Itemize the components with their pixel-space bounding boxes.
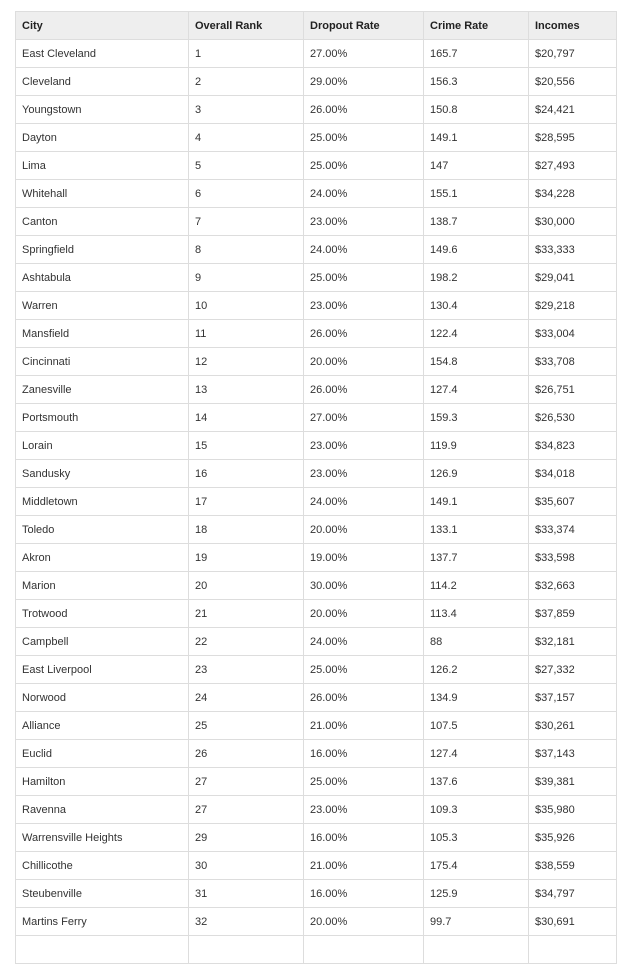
rank-cell: 3 bbox=[189, 96, 304, 124]
income-cell: $33,374 bbox=[529, 516, 617, 544]
dropout-rate-cell: 20.00% bbox=[304, 516, 424, 544]
crime-rate-cell: 88 bbox=[424, 628, 529, 656]
dropout-rate-cell: 20.00% bbox=[304, 600, 424, 628]
city-cell: Springfield bbox=[16, 236, 189, 264]
income-cell: $30,000 bbox=[529, 208, 617, 236]
crime-rate-cell: 149.1 bbox=[424, 488, 529, 516]
crime-rate-cell: 127.4 bbox=[424, 376, 529, 404]
crime-rate-cell: 165.7 bbox=[424, 40, 529, 68]
city-cell: Ashtabula bbox=[16, 264, 189, 292]
rank-cell: 2 bbox=[189, 68, 304, 96]
crime-rate-cell: 125.9 bbox=[424, 880, 529, 908]
dropout-rate-cell: 26.00% bbox=[304, 376, 424, 404]
income-cell bbox=[529, 936, 617, 964]
dropout-rate-cell: 19.00% bbox=[304, 544, 424, 572]
table-row bbox=[16, 516, 617, 544]
rank-cell: 16 bbox=[189, 460, 304, 488]
data-table-container bbox=[15, 11, 616, 964]
crime-rate-cell: 114.2 bbox=[424, 572, 529, 600]
income-cell: $37,859 bbox=[529, 600, 617, 628]
crime-rate-cell: 137.7 bbox=[424, 544, 529, 572]
table-row bbox=[16, 572, 617, 600]
table-row bbox=[16, 768, 617, 796]
header-overall-rank: Overall Rank bbox=[189, 12, 304, 40]
crime-rate-cell: 138.7 bbox=[424, 208, 529, 236]
rank-cell: 10 bbox=[189, 292, 304, 320]
crime-rate-cell: 149.6 bbox=[424, 236, 529, 264]
table-row bbox=[16, 488, 617, 516]
dropout-rate-cell: 24.00% bbox=[304, 236, 424, 264]
dropout-rate-cell: 26.00% bbox=[304, 96, 424, 124]
crime-rate-cell: 159.3 bbox=[424, 404, 529, 432]
crime-rate-cell: 119.9 bbox=[424, 432, 529, 460]
city-cell: East Cleveland bbox=[16, 40, 189, 68]
crime-rate-cell: 107.5 bbox=[424, 712, 529, 740]
table-row bbox=[16, 712, 617, 740]
city-cell: Canton bbox=[16, 208, 189, 236]
table-row bbox=[16, 404, 617, 432]
income-cell: $34,018 bbox=[529, 460, 617, 488]
city-cell: Portsmouth bbox=[16, 404, 189, 432]
dropout-rate-cell: 30.00% bbox=[304, 572, 424, 600]
dropout-rate-cell: 25.00% bbox=[304, 768, 424, 796]
city-cell: Marion bbox=[16, 572, 189, 600]
city-cell: Campbell bbox=[16, 628, 189, 656]
dropout-rate-cell bbox=[304, 936, 424, 964]
dropout-rate-cell: 21.00% bbox=[304, 712, 424, 740]
table-row bbox=[16, 936, 617, 964]
dropout-rate-cell: 25.00% bbox=[304, 124, 424, 152]
city-cell: Toledo bbox=[16, 516, 189, 544]
table-row bbox=[16, 852, 617, 880]
income-cell: $34,797 bbox=[529, 880, 617, 908]
crime-rate-cell: 113.4 bbox=[424, 600, 529, 628]
rank-cell: 32 bbox=[189, 908, 304, 936]
income-cell: $35,607 bbox=[529, 488, 617, 516]
dropout-rate-cell: 24.00% bbox=[304, 628, 424, 656]
table-body bbox=[16, 40, 617, 964]
rank-cell: 17 bbox=[189, 488, 304, 516]
table-header-row bbox=[16, 12, 617, 40]
rank-cell: 14 bbox=[189, 404, 304, 432]
table-row bbox=[16, 208, 617, 236]
city-cell: Ravenna bbox=[16, 796, 189, 824]
rank-cell: 21 bbox=[189, 600, 304, 628]
rank-cell: 1 bbox=[189, 40, 304, 68]
income-cell: $33,708 bbox=[529, 348, 617, 376]
city-cell: Warren bbox=[16, 292, 189, 320]
city-cell: Zanesville bbox=[16, 376, 189, 404]
income-cell: $32,663 bbox=[529, 572, 617, 600]
dropout-rate-cell: 25.00% bbox=[304, 656, 424, 684]
dropout-rate-cell: 25.00% bbox=[304, 152, 424, 180]
rank-cell: 31 bbox=[189, 880, 304, 908]
city-cell: Lorain bbox=[16, 432, 189, 460]
dropout-rate-cell: 20.00% bbox=[304, 908, 424, 936]
rank-cell: 6 bbox=[189, 180, 304, 208]
income-cell: $30,261 bbox=[529, 712, 617, 740]
dropout-rate-cell: 20.00% bbox=[304, 348, 424, 376]
crime-rate-cell: 198.2 bbox=[424, 264, 529, 292]
table-row bbox=[16, 796, 617, 824]
rank-cell: 26 bbox=[189, 740, 304, 768]
income-cell: $20,797 bbox=[529, 40, 617, 68]
city-cell: Akron bbox=[16, 544, 189, 572]
income-cell: $38,559 bbox=[529, 852, 617, 880]
rank-cell: 22 bbox=[189, 628, 304, 656]
rank-cell: 25 bbox=[189, 712, 304, 740]
table-row bbox=[16, 740, 617, 768]
dropout-rate-cell: 23.00% bbox=[304, 432, 424, 460]
dropout-rate-cell: 29.00% bbox=[304, 68, 424, 96]
dropout-rate-cell: 23.00% bbox=[304, 460, 424, 488]
city-cell: Sandusky bbox=[16, 460, 189, 488]
income-cell: $37,157 bbox=[529, 684, 617, 712]
crime-rate-cell: 137.6 bbox=[424, 768, 529, 796]
table-row bbox=[16, 656, 617, 684]
city-cell: Norwood bbox=[16, 684, 189, 712]
rank-cell: 7 bbox=[189, 208, 304, 236]
crime-rate-cell: 175.4 bbox=[424, 852, 529, 880]
income-cell: $35,926 bbox=[529, 824, 617, 852]
dropout-rate-cell: 26.00% bbox=[304, 684, 424, 712]
dropout-rate-cell: 23.00% bbox=[304, 208, 424, 236]
income-cell: $26,530 bbox=[529, 404, 617, 432]
rank-cell: 11 bbox=[189, 320, 304, 348]
income-cell: $33,333 bbox=[529, 236, 617, 264]
rank-cell: 9 bbox=[189, 264, 304, 292]
table-row bbox=[16, 264, 617, 292]
crime-rate-cell: 154.8 bbox=[424, 348, 529, 376]
rank-cell: 30 bbox=[189, 852, 304, 880]
table-row bbox=[16, 376, 617, 404]
rank-cell: 13 bbox=[189, 376, 304, 404]
rank-cell: 19 bbox=[189, 544, 304, 572]
income-cell: $35,980 bbox=[529, 796, 617, 824]
income-cell: $33,004 bbox=[529, 320, 617, 348]
table-row bbox=[16, 460, 617, 488]
city-cell bbox=[16, 936, 189, 964]
city-cell: Cleveland bbox=[16, 68, 189, 96]
income-cell: $39,381 bbox=[529, 768, 617, 796]
dropout-rate-cell: 27.00% bbox=[304, 40, 424, 68]
city-rankings-table bbox=[15, 11, 617, 964]
income-cell: $26,751 bbox=[529, 376, 617, 404]
city-cell: Lima bbox=[16, 152, 189, 180]
city-cell: Whitehall bbox=[16, 180, 189, 208]
crime-rate-cell: 122.4 bbox=[424, 320, 529, 348]
crime-rate-cell: 130.4 bbox=[424, 292, 529, 320]
city-cell: Youngstown bbox=[16, 96, 189, 124]
city-cell: Alliance bbox=[16, 712, 189, 740]
rank-cell bbox=[189, 936, 304, 964]
income-cell: $32,181 bbox=[529, 628, 617, 656]
rank-cell: 29 bbox=[189, 824, 304, 852]
city-cell: Martins Ferry bbox=[16, 908, 189, 936]
city-cell: Trotwood bbox=[16, 600, 189, 628]
header-dropout-rate: Dropout Rate bbox=[304, 12, 424, 40]
table-row bbox=[16, 320, 617, 348]
dropout-rate-cell: 21.00% bbox=[304, 852, 424, 880]
rank-cell: 8 bbox=[189, 236, 304, 264]
crime-rate-cell bbox=[424, 936, 529, 964]
city-cell: East Liverpool bbox=[16, 656, 189, 684]
dropout-rate-cell: 23.00% bbox=[304, 796, 424, 824]
rank-cell: 23 bbox=[189, 656, 304, 684]
crime-rate-cell: 126.9 bbox=[424, 460, 529, 488]
city-cell: Euclid bbox=[16, 740, 189, 768]
dropout-rate-cell: 16.00% bbox=[304, 740, 424, 768]
table-row bbox=[16, 68, 617, 96]
income-cell: $34,823 bbox=[529, 432, 617, 460]
header-crime-rate: Crime Rate bbox=[424, 12, 529, 40]
table-row bbox=[16, 348, 617, 376]
city-cell: Hamilton bbox=[16, 768, 189, 796]
header-incomes: Incomes bbox=[529, 12, 617, 40]
income-cell: $29,041 bbox=[529, 264, 617, 292]
income-cell: $27,332 bbox=[529, 656, 617, 684]
dropout-rate-cell: 24.00% bbox=[304, 488, 424, 516]
rank-cell: 24 bbox=[189, 684, 304, 712]
dropout-rate-cell: 16.00% bbox=[304, 824, 424, 852]
table-row bbox=[16, 880, 617, 908]
city-cell: Cincinnati bbox=[16, 348, 189, 376]
city-cell: Dayton bbox=[16, 124, 189, 152]
city-cell: Mansfield bbox=[16, 320, 189, 348]
income-cell: $28,595 bbox=[529, 124, 617, 152]
crime-rate-cell: 155.1 bbox=[424, 180, 529, 208]
crime-rate-cell: 150.8 bbox=[424, 96, 529, 124]
rank-cell: 20 bbox=[189, 572, 304, 600]
income-cell: $34,228 bbox=[529, 180, 617, 208]
crime-rate-cell: 134.9 bbox=[424, 684, 529, 712]
income-cell: $29,218 bbox=[529, 292, 617, 320]
table-row bbox=[16, 908, 617, 936]
table-row bbox=[16, 292, 617, 320]
table-row bbox=[16, 628, 617, 656]
income-cell: $27,493 bbox=[529, 152, 617, 180]
dropout-rate-cell: 24.00% bbox=[304, 180, 424, 208]
table-row bbox=[16, 124, 617, 152]
rank-cell: 15 bbox=[189, 432, 304, 460]
city-cell: Middletown bbox=[16, 488, 189, 516]
table-row bbox=[16, 600, 617, 628]
crime-rate-cell: 109.3 bbox=[424, 796, 529, 824]
income-cell: $24,421 bbox=[529, 96, 617, 124]
table-row bbox=[16, 40, 617, 68]
rank-cell: 27 bbox=[189, 796, 304, 824]
rank-cell: 18 bbox=[189, 516, 304, 544]
table-row bbox=[16, 432, 617, 460]
crime-rate-cell: 156.3 bbox=[424, 68, 529, 96]
table-row bbox=[16, 152, 617, 180]
city-cell: Chillicothe bbox=[16, 852, 189, 880]
dropout-rate-cell: 26.00% bbox=[304, 320, 424, 348]
city-cell: Warrensville Heights bbox=[16, 824, 189, 852]
header-city: City bbox=[16, 12, 189, 40]
dropout-rate-cell: 16.00% bbox=[304, 880, 424, 908]
dropout-rate-cell: 27.00% bbox=[304, 404, 424, 432]
crime-rate-cell: 133.1 bbox=[424, 516, 529, 544]
table-row bbox=[16, 544, 617, 572]
dropout-rate-cell: 23.00% bbox=[304, 292, 424, 320]
table-row bbox=[16, 684, 617, 712]
rank-cell: 5 bbox=[189, 152, 304, 180]
rank-cell: 4 bbox=[189, 124, 304, 152]
table-row bbox=[16, 96, 617, 124]
income-cell: $37,143 bbox=[529, 740, 617, 768]
city-cell: Steubenville bbox=[16, 880, 189, 908]
rank-cell: 27 bbox=[189, 768, 304, 796]
dropout-rate-cell: 25.00% bbox=[304, 264, 424, 292]
table-row bbox=[16, 236, 617, 264]
crime-rate-cell: 127.4 bbox=[424, 740, 529, 768]
crime-rate-cell: 105.3 bbox=[424, 824, 529, 852]
rank-cell: 12 bbox=[189, 348, 304, 376]
income-cell: $20,556 bbox=[529, 68, 617, 96]
income-cell: $33,598 bbox=[529, 544, 617, 572]
crime-rate-cell: 99.7 bbox=[424, 908, 529, 936]
table-row bbox=[16, 824, 617, 852]
crime-rate-cell: 126.2 bbox=[424, 656, 529, 684]
crime-rate-cell: 147 bbox=[424, 152, 529, 180]
income-cell: $30,691 bbox=[529, 908, 617, 936]
crime-rate-cell: 149.1 bbox=[424, 124, 529, 152]
table-row bbox=[16, 180, 617, 208]
